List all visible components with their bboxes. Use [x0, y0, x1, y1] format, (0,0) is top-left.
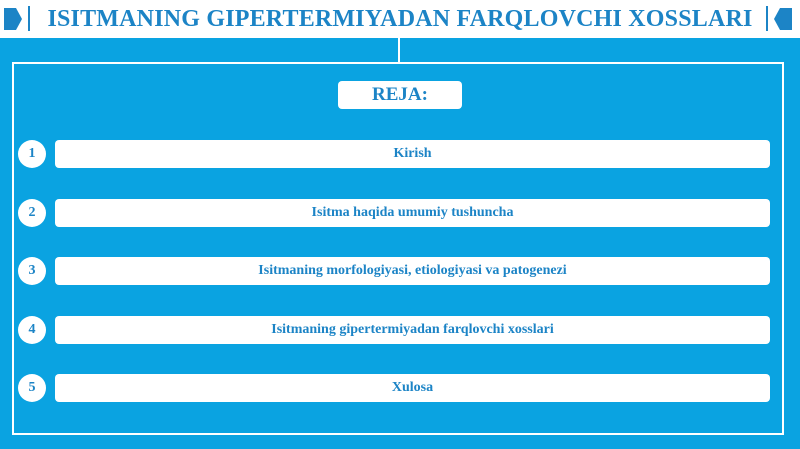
right-divider-line: [766, 6, 768, 31]
right-corner-decoration: [766, 6, 796, 31]
item-number-badge: 1: [18, 140, 46, 168]
title-bar: [0, 0, 800, 38]
item-label: Kirish: [55, 140, 770, 168]
page-title: ISITMANING GIPERTERMIYADAN FARQLOVCHI XOSSLARI: [47, 5, 753, 32]
list-item: [18, 316, 770, 344]
triangle-left-icon: [774, 8, 792, 30]
item-number-badge: 4: [18, 316, 46, 344]
left-divider-line: [28, 6, 30, 31]
item-label: Xulosa: [55, 374, 770, 402]
list-item: [18, 257, 770, 285]
item-label: Isitma haqida umumiy tushuncha: [55, 199, 770, 227]
item-number-badge: 2: [18, 199, 46, 227]
triangle-right-icon: [4, 8, 22, 30]
title-connector-line: [398, 38, 400, 62]
plan-heading: REJA:: [338, 81, 462, 109]
item-label: Isitmaning morfologiyasi, etiologiyasi va patogenezi: [55, 257, 770, 285]
left-corner-decoration: [4, 6, 34, 31]
item-label: Isitmaning gipertermiyadan farqlovchi xosslari: [55, 316, 770, 344]
list-item: [18, 374, 770, 402]
item-number-badge: 3: [18, 257, 46, 285]
list-item: [18, 199, 770, 227]
item-number-badge: 5: [18, 374, 46, 402]
list-item: [18, 140, 770, 168]
